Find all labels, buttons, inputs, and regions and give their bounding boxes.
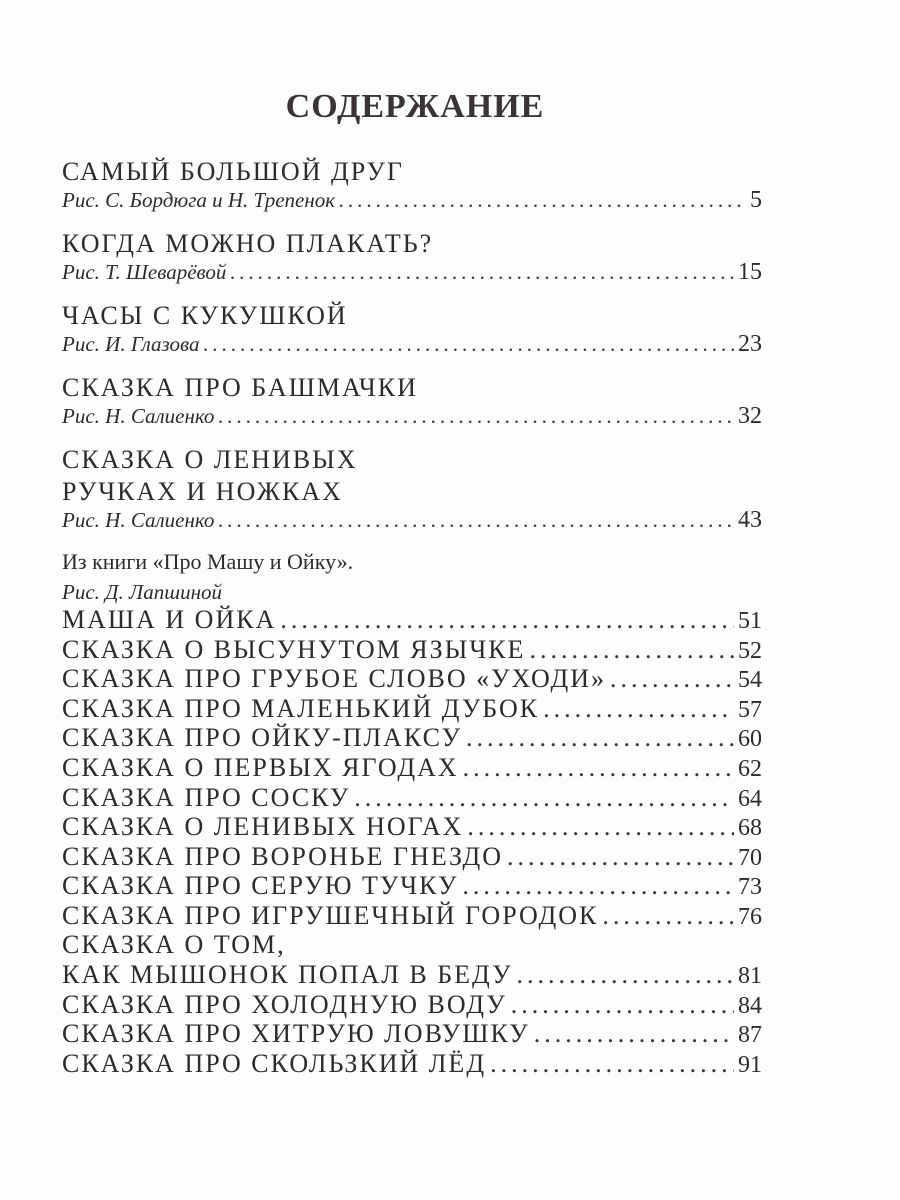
dot-leader [463,753,734,783]
dot-leader [529,635,734,665]
page-number: 62 [738,755,762,782]
toc-item [62,871,762,901]
page-number: 84 [738,992,762,1019]
story-title: ЧАСЫ С КУКУШКОЙ [62,301,348,330]
toc-item [62,812,762,842]
page-number: 91 [738,1051,762,1078]
story-title: СКАЗКА О ВЫСУНУТОМ ЯЗЫЧКЕ [62,634,526,664]
toc-item [62,960,762,990]
page-number: 43 [738,507,762,533]
story-title: СКАЗКА ПРО ОЙКУ-ПЛАКСУ [62,723,463,753]
toc-item [62,664,762,694]
dot-leader [339,188,746,213]
dot-leader [218,404,734,429]
dot-leader [610,664,734,694]
dot-leader [490,1049,734,1079]
story-title: СКАЗКА ПРО СКОЛЬЗКИЙ ЛЁД [62,1048,487,1078]
dot-leader [602,901,734,931]
page-title: СОДЕРЖАНИЕ [285,88,545,125]
toc-entry [62,371,762,433]
page-number: 32 [738,403,762,429]
toc-item [62,753,762,783]
toc-item [62,990,762,1020]
story-title-line-2: РУЧКАХ И НОЖКАХ [62,477,343,506]
story-title: КОГДА МОЖНО ПЛАКАТЬ? [62,229,434,258]
toc-item [62,783,762,813]
illustrator-credit: Рис. Т. Шеварёвой [62,260,227,284]
table-of-contents [62,155,762,1079]
dot-leader [507,842,734,872]
toc-entry [62,155,762,217]
toc-item [62,723,762,753]
page-number: 23 [738,331,762,357]
story-title: СКАЗКА ПРО ХОЛОДНУЮ ВОДУ [62,989,507,1019]
dot-leader [280,605,734,635]
page-number: 57 [738,696,762,723]
page-number: 87 [738,1022,762,1049]
illustrator-line [62,507,762,537]
toc-entry [62,443,762,537]
story-title: СКАЗКА ПРО ХИТРУЮ ЛОВУШКУ [62,1019,530,1049]
page-number: 70 [738,844,762,871]
toc-entry [62,227,762,289]
story-title: СКАЗКА О ПЕРВЫХ ЯГОДАХ [62,752,459,782]
story-title: СКАЗКА ПРО СЕРУЮ ТУЧКУ [62,871,459,901]
illustrator-line [62,187,762,217]
story-title: САМЫЙ БОЛЬШОЙ ДРУГ [62,157,404,186]
illustrator-credit: Рис. И. Глазова [62,332,200,356]
illustrator-line [62,259,762,289]
story-title: СКАЗКА О ЛЕНИВЫХ НОГАХ [62,812,464,842]
dot-leader [218,508,734,533]
dot-leader [462,871,734,901]
dot-leader [230,260,734,285]
toc-entry [62,299,762,361]
story-title-line-1: СКАЗКА О ТОМ, [62,930,286,960]
illustrator-line [62,403,762,433]
page-number: 76 [738,903,762,930]
story-title-line-1: СКАЗКА О ЛЕНИВЫХ [62,445,358,474]
story-title: СКАЗКА ПРО ГРУБОЕ СЛОВО «УХОДИ» [62,664,607,694]
collection-illustrator: Рис. Д. Лапшиной [62,580,223,604]
story-title: СКАЗКА ПРО БАШМАЧКИ [62,373,418,402]
page-number: 54 [738,667,762,694]
story-title: СКАЗКА ПРО МАЛЕНЬКИЙ ДУБОК [62,693,540,723]
page-number: 52 [738,637,762,664]
story-title: СКАЗКА ПРО ИГРУШЕЧНЫЙ ГОРОДОК [62,900,599,930]
illustrator-credit: Рис. С. Бордюга и Н. Трепенок [62,188,336,212]
collection-section [62,547,762,1079]
dot-leader [511,990,734,1020]
dot-leader [534,1019,734,1049]
illustrator-line [62,331,762,361]
dot-leader [203,332,734,357]
dot-leader [543,694,734,724]
page-number: 68 [738,815,762,842]
page-number: 5 [750,187,762,213]
dot-leader [467,812,734,842]
toc-item [62,605,762,635]
story-title-line-2: КАК МЫШОНОК ПОПАЛ В БЕДУ [62,960,513,990]
story-title: СКАЗКА ПРО ВОРОНЬЕ ГНЕЗДО [62,841,504,871]
dot-leader [466,723,734,753]
page-number: 15 [738,259,762,285]
dot-leader [517,960,734,990]
toc-item [62,901,762,931]
page-number: 73 [738,874,762,901]
story-title: СКАЗКА ПРО СОСКУ [62,782,351,812]
toc-item [62,1049,762,1079]
toc-item [62,1019,762,1049]
page-number: 60 [738,726,762,753]
dot-leader [354,783,734,813]
illustrator-credit: Рис. Н. Салиенко [62,508,215,532]
toc-item [62,635,762,665]
illustrator-credit: Рис. Н. Салиенко [62,404,215,428]
page-number: 64 [738,785,762,812]
story-title: МАША И ОЙКА [62,605,277,634]
toc-item [62,694,762,724]
collection-intro: Из книги «Про Машу и Ойку». [62,549,354,574]
page-number: 81 [738,963,762,990]
toc-item [62,842,762,872]
page-number: 51 [738,608,762,634]
